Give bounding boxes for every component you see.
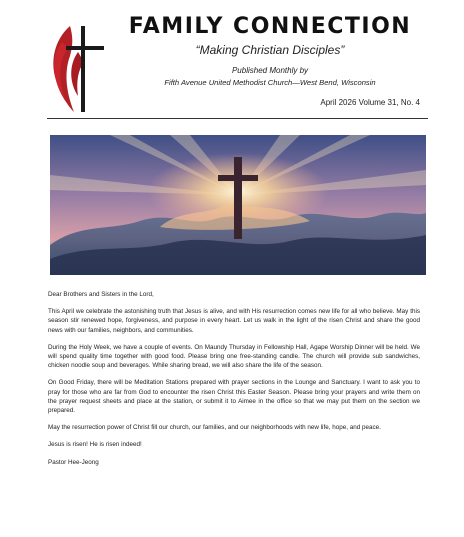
issue-info: April 2026 Volume 31, No. 4 bbox=[320, 98, 420, 107]
letter-salutation: Dear Brothers and Sisters in the Lord, bbox=[48, 291, 154, 298]
church-name: Fifth Avenue United Methodist Church—West Bend, Wisconsin bbox=[164, 78, 376, 87]
header-divider bbox=[47, 118, 428, 119]
newsletter-title: FAMILY CONNECTION bbox=[128, 14, 412, 39]
letter-paragraph: This April we celebrate the astonishing truth that Jesus is alive, and with His resurrection comes new life for all who believe. May this season stir renewed hope, forgiveness, and purpose in every heart. Let us walk in the light of the risen Christ and share the good news with our families, neighbors, and communities. bbox=[48, 308, 420, 334]
letter-closing: Jesus is risen! He is risen indeed! bbox=[48, 441, 142, 449]
letter-paragraph: May the resurrection power of Christ fill our church, our families, and our neighborhoods with new life, hope, and peace. bbox=[48, 424, 381, 432]
letter-signature: Pastor Hee-Jeong bbox=[48, 458, 99, 466]
pastor-letter bbox=[48, 290, 420, 475]
cross-in-clouds-image bbox=[50, 135, 426, 275]
cross-and-flame-icon bbox=[48, 22, 108, 114]
published-line: Published Monthly by bbox=[231, 66, 309, 75]
letter-paragraph: During the Holy Week, we have a couple of events. On Maundy Thursday in Fellowship Hall, Agape Worship Dinner will be held. We will spend quality time together with good food. Please bring one free-standing candle. The church will provide sub sandwiches, chicken noodle soup and beverages. While sharing bread, we will also share the life of the season. bbox=[48, 343, 420, 370]
letter-paragraph: On Good Friday, there will be Meditation Stations prepared with prayer sections in the Lounge and Sanctuary. I want to ask you to pray for those who are far from God to encounter the risen Christ this Easter Season. Please bring your prayers and write them on the prayer request sheets and place at the station, or submit it to Aimee in the office so that we may put them on the section we prepared. bbox=[48, 379, 420, 415]
tagline: “Making Christian Disciples” bbox=[195, 43, 345, 57]
